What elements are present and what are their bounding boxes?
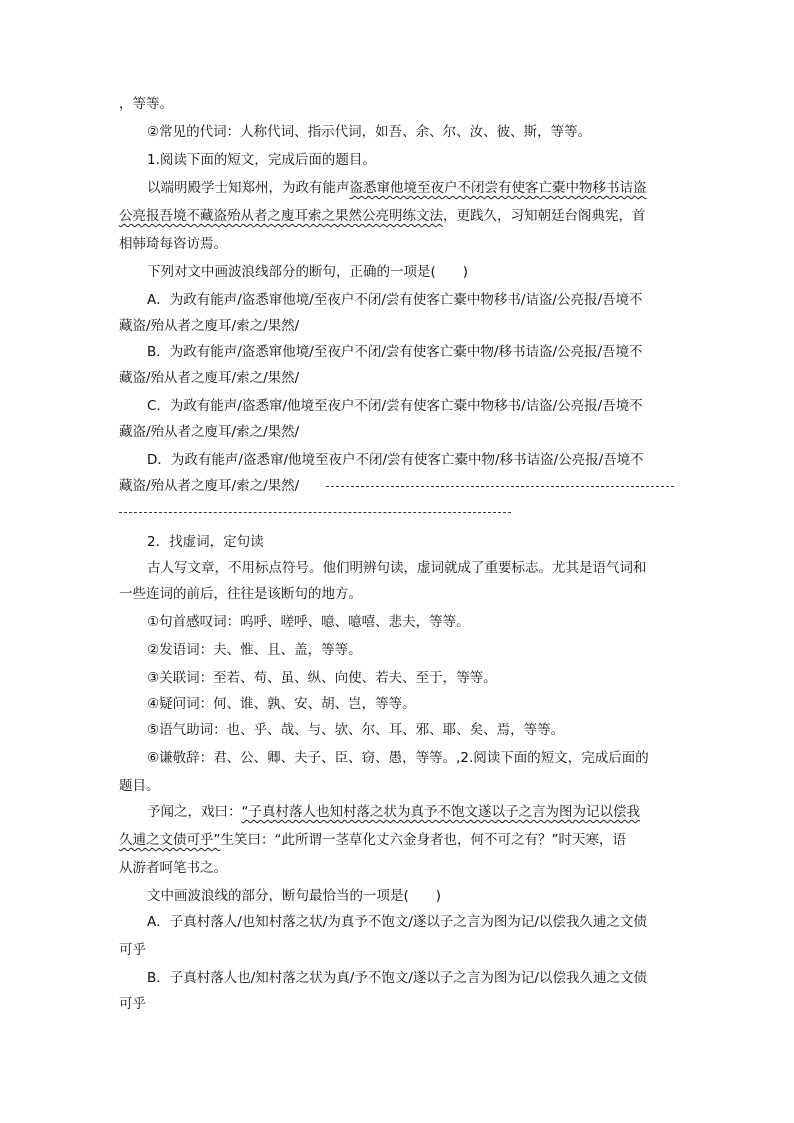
option-a: A．为政有能声/盗悉窜他境/至夜户不闭/尝有使客亡橐中物移书/诘盗/公亮报/吾境不: [147, 292, 643, 308]
option-c: C．为政有能声/盗悉窜/他境至夜户不闭/尝有使客亡橐中物移书/诘盗/公亮报/吾境不: [147, 398, 643, 414]
wavy-underlined-text: 公亮报吾境不藏盗殆从者之廋耳索之果然公亮明练文法: [119, 208, 443, 224]
option-c-cont: 藏盗/殆从者之廋耳/索之/果然/: [119, 424, 300, 440]
text-segment: 生笑曰：“此所谓一茎草化丈六金身者也，何不可之有？”时天寒，语: [220, 832, 626, 848]
text-line: [147, 802, 640, 822]
text-line: 题目。: [119, 778, 160, 794]
option-b-cont: 可乎: [119, 996, 146, 1012]
option-b-cont: 藏盗/殆从者之廋耳/索之/果然/: [119, 370, 300, 386]
text-line: [119, 206, 646, 226]
text-segment: 予闻之，戏曰：: [147, 804, 242, 820]
text-line: 从游者呵笔书之。: [119, 860, 227, 876]
wavy-underlined-text: 久逋之文债可乎”: [119, 832, 221, 848]
text-line: [147, 178, 647, 198]
list-item: ⑤语气助词：也、乎、哉、与、欤、尔、耳、邪、耶、矣、焉，等等。: [147, 722, 565, 738]
text-line: 相韩琦每咨访焉。: [119, 236, 227, 252]
option-b: B．为政有能声/盗悉窜他境/至夜户不闭/尝有使客亡橐中物/移书诘盗/公亮报/吾境不: [147, 344, 643, 360]
list-item: ②发语词：夫、惟、且、盖，等等。: [147, 642, 362, 658]
wavy-underlined-text: “子真村落人也知村落之状为真予不饱文遂以子之言为图为记以偿我: [241, 804, 640, 820]
question-stem: 下列对文中画波浪线部分的断句，正确的一项是( ): [147, 264, 469, 280]
text-segment: ，更践久，习知朝廷台阁典宪，首: [443, 208, 646, 224]
dashed-separator: [326, 486, 674, 487]
option-a-cont: 藏盗/殆从者之廋耳/索之/果然/: [119, 318, 300, 334]
list-item: ③关联词：至若、苟、虽、纵、向使、若夫、至于，等等。: [147, 670, 497, 686]
list-item: ⑥谦敬辞：君、公、卿、夫子、臣、窃、愚，等等。,2.阅读下面的短文，完成后面的: [147, 750, 649, 766]
wavy-underlined-text: 盗悉窜他境至夜户不闭尝有使客亡橐中物移书诘盗: [349, 180, 647, 196]
option-a-cont: 可乎: [119, 942, 146, 958]
option-d: D．为政有能声/盗悉窜/他境至夜户不闭/尝有使客亡橐中物/移书诘盗/公亮报/吾境不: [147, 452, 644, 468]
text-line: 一些连词的前后，往往是该断句的地方。: [119, 586, 362, 602]
text-line: [119, 830, 626, 850]
option-a: A．子真村落人/也知村落之状/为真予不饱文/遂以子之言为图为记/以偿我久逋之文债: [147, 914, 647, 930]
text-line: 1.阅读下面的短文，完成后面的题目。: [147, 152, 376, 168]
text-line: 古人写文章，不用标点符号。他们明辨句读，虚词就成了重要标志。尤其是语气词和: [147, 560, 647, 576]
dashed-separator: [119, 512, 511, 513]
list-item: ①句首感叹词：呜呼、嗟呼、噫、噫嘻、悲夫，等等。: [147, 614, 470, 630]
question-stem: 文中画波浪线的部分，断句最恰当的一项是( ): [147, 888, 442, 904]
text-line: ②常见的代词：人称代词、指示代词，如吾、余、尔、汝、彼、斯，等等。: [147, 124, 592, 140]
option-d-cont: 藏盗/殆从者之廋耳/索之/果然/: [119, 478, 300, 494]
text-segment: 以端明殿学士知郑州，为政有能声: [147, 180, 350, 196]
text-line: ，等等。: [119, 96, 173, 112]
list-item: ④疑问词：何、谁、孰、安、胡、岂，等等。: [147, 696, 416, 712]
section-heading: 2．找虚词，定句读: [147, 534, 264, 550]
option-b: B．子真村落人也/知村落之状为真/予不饱文/遂以子之言为图为记/以偿我久逋之文债: [147, 970, 647, 986]
